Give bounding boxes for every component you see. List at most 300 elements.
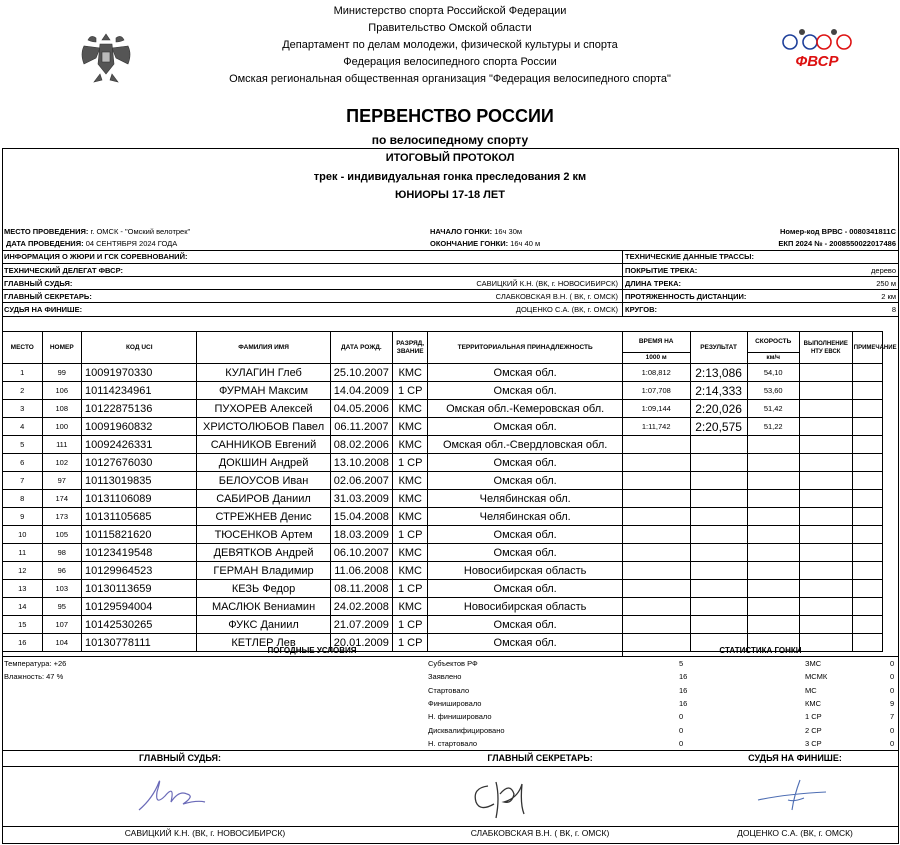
cell-split [622, 544, 690, 562]
cell-result [690, 544, 747, 562]
cell-ntu [799, 364, 852, 382]
cell-place: 16 [3, 634, 43, 652]
cell-dob: 31.03.2009 [330, 490, 392, 508]
cell-split [622, 454, 690, 472]
cell-split [622, 562, 690, 580]
cell-note [852, 400, 882, 418]
stat-value: 5 [679, 659, 684, 668]
stat-value: 0 [679, 725, 684, 735]
header-line-5: Омская региональная общественная организация "Федерация велосипедного спорта" [229, 73, 671, 85]
cell-note [852, 490, 882, 508]
col-dob: ДАТА РОЖД. [330, 332, 392, 364]
cell-rank: КМС [393, 508, 428, 526]
track-length-value: 250 м [876, 279, 896, 288]
finish-judge-signature-title: СУДЬЯ НА ФИНИШЕ: [748, 753, 842, 763]
cell-region: Омская обл. [428, 580, 623, 598]
cell-name: КЕЗЬ Федор [197, 580, 330, 598]
cell-split: 1:11,742 [622, 418, 690, 436]
cell-region: Омская обл. [428, 364, 623, 382]
cell-dob: 06.11.2007 [330, 418, 392, 436]
cell-uci: 10127676030 [82, 454, 197, 472]
cell-dob: 20.01.2009 [330, 634, 392, 652]
cell-number: 174 [42, 490, 82, 508]
cell-result: 2:14,333 [690, 382, 747, 400]
table-row [3, 364, 883, 382]
cell-place: 8 [3, 490, 43, 508]
cell-dob: 08.11.2008 [330, 580, 392, 598]
cell-number: 111 [42, 436, 82, 454]
cell-rank: КМС [393, 490, 428, 508]
venue-info: МЕСТО ПРОВЕДЕНИЯ: г. ОМСК - "Омский велотрек" [4, 227, 191, 236]
cell-number: 106 [42, 382, 82, 400]
cell-rank: КМС [393, 400, 428, 418]
cell-dob: 24.02.2008 [330, 598, 392, 616]
cell-note [852, 526, 882, 544]
cell-place: 3 [3, 400, 43, 418]
cell-speed: 53,60 [747, 382, 799, 400]
cell-name: ДЕВЯТКОВ Андрей [197, 544, 330, 562]
end-time-info: ОКОНЧАНИЕ ГОНКИ: 16ч 40 м [430, 239, 541, 248]
col-ntu: ВЫПОЛНЕНИЕ НТУ ЕВСК [799, 332, 852, 364]
cell-result: 2:20,026 [690, 400, 747, 418]
cell-ntu [799, 526, 852, 544]
cell-result [690, 454, 747, 472]
humidity: Влажность: 47 % [4, 672, 64, 681]
cell-speed: 51,42 [747, 400, 799, 418]
chief-secretary-signature-title: ГЛАВНЫЙ СЕКРЕТАРЬ: [487, 753, 593, 763]
divider [2, 750, 899, 751]
vrvs-code: Номер-код ВРВС - 0080341811С [779, 227, 896, 236]
col-speed-unit: км/ч [747, 353, 799, 364]
stat-label: МСМК [805, 672, 828, 682]
cell-number: 96 [42, 562, 82, 580]
table-row [3, 580, 883, 598]
cell-speed [747, 580, 799, 598]
cell-name: ДОКШИН Андрей [197, 454, 330, 472]
fvsr-logo [776, 24, 858, 74]
cell-note [852, 616, 882, 634]
cell-region: Омская обл. [428, 454, 623, 472]
divider [2, 316, 899, 317]
stat-value: 0 [890, 659, 895, 668]
cell-split [622, 508, 690, 526]
cell-uci: 10142530265 [82, 616, 197, 634]
cell-uci: 10130113659 [82, 580, 197, 598]
cell-ntu [799, 436, 852, 454]
chief-judge-value: САВИЦКИЙ К.Н. (ВК, г. НОВОСИБИРСК) [476, 279, 618, 288]
divider [2, 289, 899, 290]
track-info-header: ТЕХНИЧЕСКИЕ ДАННЫЕ ТРАССЫ: [625, 252, 754, 261]
cell-number: 105 [42, 526, 82, 544]
table-row [3, 598, 883, 616]
col-speed: СКОРОСТЬ [747, 332, 799, 353]
col-split-unit: 1000 м [622, 353, 690, 364]
col-uci: КОД UCI [82, 332, 197, 364]
cell-name: ФУРМАН Максим [197, 382, 330, 400]
table-row [3, 472, 883, 490]
stat-value: 16 [679, 685, 688, 695]
cell-region: Омская обл. [428, 418, 623, 436]
stat-label: ЗМС [805, 659, 822, 668]
cell-speed [747, 562, 799, 580]
cell-split [622, 580, 690, 598]
stat-value: 7 [890, 712, 895, 722]
cell-number: 99 [42, 364, 82, 382]
cell-result: 2:20,575 [690, 418, 747, 436]
championship-subtitle: по велосипедному спорту [371, 133, 529, 147]
cell-place: 7 [3, 472, 43, 490]
stat-value: 16 [679, 672, 688, 682]
ekp-number: ЕКП 2024 № - 2008550022017486 [778, 239, 896, 248]
table-header-row [3, 332, 883, 353]
cell-region: Челябинская обл. [428, 508, 623, 526]
protocol-discipline: трек - индивидуальная гонка преследования 2 км [313, 171, 587, 183]
cell-ntu [799, 508, 852, 526]
finish-judge-value: ДОЦЕНКО С.А. (ВК, г. ОМСК) [515, 305, 618, 314]
cell-dob: 04.05.2006 [330, 400, 392, 418]
cell-dob: 18.03.2009 [330, 526, 392, 544]
cell-uci: 10131106089 [82, 490, 197, 508]
cell-rank: КМС [393, 598, 428, 616]
cell-name: ГЕРМАН Владимир [197, 562, 330, 580]
stat-value: 0 [890, 672, 895, 682]
cell-dob: 25.10.2007 [330, 364, 392, 382]
weather-title: ПОГОДНЫЕ УСЛОВИЯ [2, 644, 622, 657]
cell-speed [747, 598, 799, 616]
cell-name: КЕТЛЕР Лев [197, 634, 330, 652]
cell-rank: КМС [393, 364, 428, 382]
cell-name: БЕЛОУСОВ Иван [197, 472, 330, 490]
race-stats-title: СТАТИСТИКА ГОНКИ [622, 644, 899, 657]
cell-place: 14 [3, 598, 43, 616]
cell-number: 103 [42, 580, 82, 598]
cell-ntu [799, 490, 852, 508]
cell-dob: 21.07.2009 [330, 616, 392, 634]
cell-ntu [799, 382, 852, 400]
header-line-4: Федерация велосипедного спорта России [343, 56, 557, 68]
track-length-label: ДЛИНА ТРЕКА: [625, 279, 681, 288]
table-row [3, 418, 883, 436]
cell-split [622, 472, 690, 490]
cell-number: 173 [42, 508, 82, 526]
table-row [3, 454, 883, 472]
cell-result [690, 472, 747, 490]
chief-judge-label: ГЛАВНЫЙ СУДЬЯ: [4, 279, 73, 288]
cell-result [690, 616, 747, 634]
cell-rank: КМС [393, 418, 428, 436]
stat-label: 3 СР [805, 738, 822, 748]
cell-number: 107 [42, 616, 82, 634]
header-line-2: Правительство Омской области [368, 22, 532, 34]
cell-place: 1 [3, 364, 43, 382]
cell-result [690, 436, 747, 454]
finish-judge-name: ДОЦЕНКО С.А. (ВК, г. ОМСК) [737, 828, 853, 838]
cell-note [852, 472, 882, 490]
stat-label: Дисквалифицировано [428, 725, 505, 735]
cell-note [852, 598, 882, 616]
divider [2, 826, 899, 827]
cell-note [852, 454, 882, 472]
cell-number: 95 [42, 598, 82, 616]
col-rank: РАЗРЯД, ЗВАНИЕ [393, 332, 428, 364]
cell-result [690, 580, 747, 598]
cell-result [690, 526, 747, 544]
cell-ntu [799, 580, 852, 598]
cell-uci: 10114234961 [82, 382, 197, 400]
finish-judge-label: СУДЬЯ НА ФИНИШЕ: [4, 305, 83, 314]
chief-secretary-signature [466, 774, 536, 822]
cell-ntu [799, 562, 852, 580]
cell-note [852, 544, 882, 562]
stat-value: 0 [679, 712, 684, 722]
cell-note [852, 580, 882, 598]
cell-speed [747, 544, 799, 562]
cell-ntu [799, 598, 852, 616]
cell-speed [747, 508, 799, 526]
start-time-info: НАЧАЛО ГОНКИ: 16ч 30м [430, 227, 523, 236]
cell-number: 104 [42, 634, 82, 652]
cell-split: 1:08,812 [622, 364, 690, 382]
cell-rank: 1 СР [393, 616, 428, 634]
cell-speed [747, 436, 799, 454]
track-surface-label: ПОКРЫТИЕ ТРЕКА: [625, 266, 698, 275]
chief-secretary-value: СЛАБКОВСКАЯ В.Н. ( ВК, г. ОМСК) [495, 292, 618, 301]
cell-place: 5 [3, 436, 43, 454]
cell-split [622, 436, 690, 454]
cell-uci: 10091970330 [82, 364, 197, 382]
cell-region: Омская обл. [428, 634, 623, 652]
divider [2, 276, 899, 277]
cell-name: ХРИСТОЛЮБОВ Павел [197, 418, 330, 436]
chief-judge-name: САВИЦКИЙ К.Н. (ВК, г. НОВОСИБИРСК) [124, 828, 286, 838]
cell-region: Новосибирская область [428, 562, 623, 580]
stat-label: Н. стартовало [428, 738, 478, 748]
protocol-title: ИТОГОВЫЙ ПРОТОКОЛ [385, 152, 515, 164]
cell-name: ФУКС Даниил [197, 616, 330, 634]
stat-label: 1 СР [805, 712, 822, 722]
divider [622, 644, 623, 657]
col-result: РЕЗУЛЬТАТ [690, 332, 747, 364]
cell-rank: 1 СР [393, 382, 428, 400]
cell-number: 97 [42, 472, 82, 490]
cell-region: Омская обл. [428, 472, 623, 490]
stat-label: КМС [805, 698, 822, 708]
table-row [3, 526, 883, 544]
cell-number: 98 [42, 544, 82, 562]
cell-region: Омская обл. [428, 616, 623, 634]
cell-uci: 10130778111 [82, 634, 197, 652]
table-row [3, 436, 883, 454]
chief-judge-signature [135, 776, 210, 816]
divider [2, 302, 899, 303]
cell-dob: 13.10.2008 [330, 454, 392, 472]
cell-place: 6 [3, 454, 43, 472]
cell-name: СТРЕЖНЕВ Денис [197, 508, 330, 526]
col-split: ВРЕМЯ НА [622, 332, 690, 353]
cell-result [690, 598, 747, 616]
cell-speed [747, 472, 799, 490]
tech-delegate-label: ТЕХНИЧЕСКИЙ ДЕЛЕГАТ ФВСР: [4, 266, 123, 275]
cell-place: 9 [3, 508, 43, 526]
cell-place: 10 [3, 526, 43, 544]
cell-note [852, 562, 882, 580]
cell-ntu [799, 616, 852, 634]
col-region: ТЕРРИТОРИАЛЬНАЯ ПРИНАДЛЕЖНОСТЬ [428, 332, 623, 364]
fvsr-logo-text: ФВСР [795, 53, 839, 70]
cell-name: ТЮСЕНКОВ Артем [197, 526, 330, 544]
cell-rank: КМС [393, 436, 428, 454]
cell-note [852, 364, 882, 382]
cell-region: Челябинская обл. [428, 490, 623, 508]
cell-speed [747, 490, 799, 508]
table-row [3, 382, 883, 400]
col-number: НОМЕР [42, 332, 82, 364]
cell-split: 1:07,708 [622, 382, 690, 400]
cell-uci: 10113019835 [82, 472, 197, 490]
cell-split [622, 490, 690, 508]
table-row [3, 562, 883, 580]
cell-speed [747, 616, 799, 634]
cell-number: 100 [42, 418, 82, 436]
col-place: МЕСТО [3, 332, 43, 364]
header-line-1: Министерство спорта Российской Федерации [333, 5, 567, 17]
distance-value: 2 км [881, 292, 896, 301]
cell-split [622, 526, 690, 544]
stat-value: 0 [890, 725, 895, 735]
chief-secretary-label: ГЛАВНЫЙ СЕКРЕТАРЬ: [4, 292, 92, 301]
cell-uci: 10131105685 [82, 508, 197, 526]
jury-info-header: ИНФОРМАЦИЯ О ЖЮРИ И ГСК СОРЕВНОВАНИЙ: [4, 252, 188, 261]
divider [2, 766, 899, 767]
track-surface-value: дерево [871, 266, 896, 275]
cell-region: Новосибирская область [428, 598, 623, 616]
date-info: ДАТА ПРОВЕДЕНИЯ: 04 СЕНТЯБРЯ 2024 ГОДА [6, 239, 178, 248]
table-row [3, 490, 883, 508]
stat-value: 0 [890, 738, 895, 748]
cell-result [690, 508, 747, 526]
cell-rank: 1 СР [393, 580, 428, 598]
cell-ntu [799, 544, 852, 562]
col-name: ФАМИЛИЯ ИМЯ [197, 332, 330, 364]
temperature: Температура: +26 [4, 659, 67, 668]
cell-region: Омская обл. [428, 382, 623, 400]
cell-uci: 10129964523 [82, 562, 197, 580]
cell-note [852, 418, 882, 436]
stat-label: Финишировало [428, 698, 482, 708]
cell-dob: 11.06.2008 [330, 562, 392, 580]
cell-uci: 10115821620 [82, 526, 197, 544]
cell-speed: 51,22 [747, 418, 799, 436]
stat-label: Субъектов РФ [428, 659, 478, 668]
cell-dob: 08.02.2006 [330, 436, 392, 454]
results-table [2, 331, 897, 652]
cell-region: Омская обл. [428, 544, 623, 562]
table-row [3, 544, 883, 562]
cell-place: 4 [3, 418, 43, 436]
stat-value: 0 [890, 685, 895, 695]
cell-result [690, 490, 747, 508]
cell-speed [747, 454, 799, 472]
divider [622, 250, 623, 316]
stat-value: 9 [890, 698, 895, 708]
cell-note [852, 436, 882, 454]
cell-split: 1:09,144 [622, 400, 690, 418]
championship-title: ПЕРВЕНСТВО РОССИИ [346, 106, 554, 126]
header-line-3: Департамент по делам молодежи, физической культуры и спорта [282, 39, 618, 51]
finish-judge-signature [752, 776, 832, 814]
cell-ntu [799, 454, 852, 472]
cell-name: МАСЛЮК Вениамин [197, 598, 330, 616]
cell-region: Омская обл. [428, 526, 623, 544]
cell-split [622, 616, 690, 634]
cell-rank: КМС [393, 562, 428, 580]
laps-label: КРУГОВ: [625, 305, 658, 314]
cell-uci: 10091960832 [82, 418, 197, 436]
cell-rank: 1 СР [393, 634, 428, 652]
laps-value: 8 [891, 305, 896, 314]
stat-label: Н. финишировало [428, 712, 492, 722]
cell-result [690, 562, 747, 580]
table-row [3, 508, 883, 526]
cell-dob: 15.04.2008 [330, 508, 392, 526]
protocol-category: ЮНИОРЫ 17-18 ЛЕТ [395, 189, 505, 201]
cell-number: 108 [42, 400, 82, 418]
divider [2, 263, 899, 264]
cell-uci: 10129594004 [82, 598, 197, 616]
cell-uci: 10092426331 [82, 436, 197, 454]
stat-value: 16 [679, 698, 688, 708]
cell-speed [747, 526, 799, 544]
stat-label: 2 СР [805, 725, 822, 735]
cell-dob: 14.04.2009 [330, 382, 392, 400]
cell-split [622, 598, 690, 616]
chief-secretary-name: СЛАБКОВСКАЯ В.Н. ( ВК, г. ОМСК) [470, 828, 610, 838]
distance-label: ПРОТЯЖЕННОСТЬ ДИСТАНЦИИ: [625, 292, 747, 301]
cell-name: КУЛАГИН Глеб [197, 364, 330, 382]
stat-value: 0 [679, 738, 684, 748]
stat-label: Стартовало [428, 685, 470, 695]
cell-uci: 10122875136 [82, 400, 197, 418]
cell-uci: 10123419548 [82, 544, 197, 562]
cell-region: Омская обл.-Свердловская обл. [428, 436, 623, 454]
document-header [0, 0, 900, 150]
stat-label: Заявлено [428, 672, 462, 682]
cell-place: 11 [3, 544, 43, 562]
cell-name: ПУХОРЕВ Алексей [197, 400, 330, 418]
cell-rank: КМС [393, 544, 428, 562]
cell-ntu [799, 472, 852, 490]
cell-number: 102 [42, 454, 82, 472]
table-row [3, 400, 883, 418]
cell-note [852, 382, 882, 400]
cell-rank: 1 СР [393, 526, 428, 544]
chief-judge-signature-title: ГЛАВНЫЙ СУДЬЯ: [139, 753, 221, 763]
col-note: ПРИМЕЧАНИЕ [852, 332, 882, 364]
cell-ntu [799, 418, 852, 436]
cell-name: САБИРОВ Даниил [197, 490, 330, 508]
cell-place: 15 [3, 616, 43, 634]
cell-name: САННИКОВ Евгений [197, 436, 330, 454]
cell-dob: 06.10.2007 [330, 544, 392, 562]
cell-rank: 1 СР [393, 454, 428, 472]
cell-ntu [799, 400, 852, 418]
cell-place: 13 [3, 580, 43, 598]
cell-place: 12 [3, 562, 43, 580]
table-row [3, 616, 883, 634]
cell-dob: 02.06.2007 [330, 472, 392, 490]
cell-note [852, 508, 882, 526]
cell-place: 2 [3, 382, 43, 400]
